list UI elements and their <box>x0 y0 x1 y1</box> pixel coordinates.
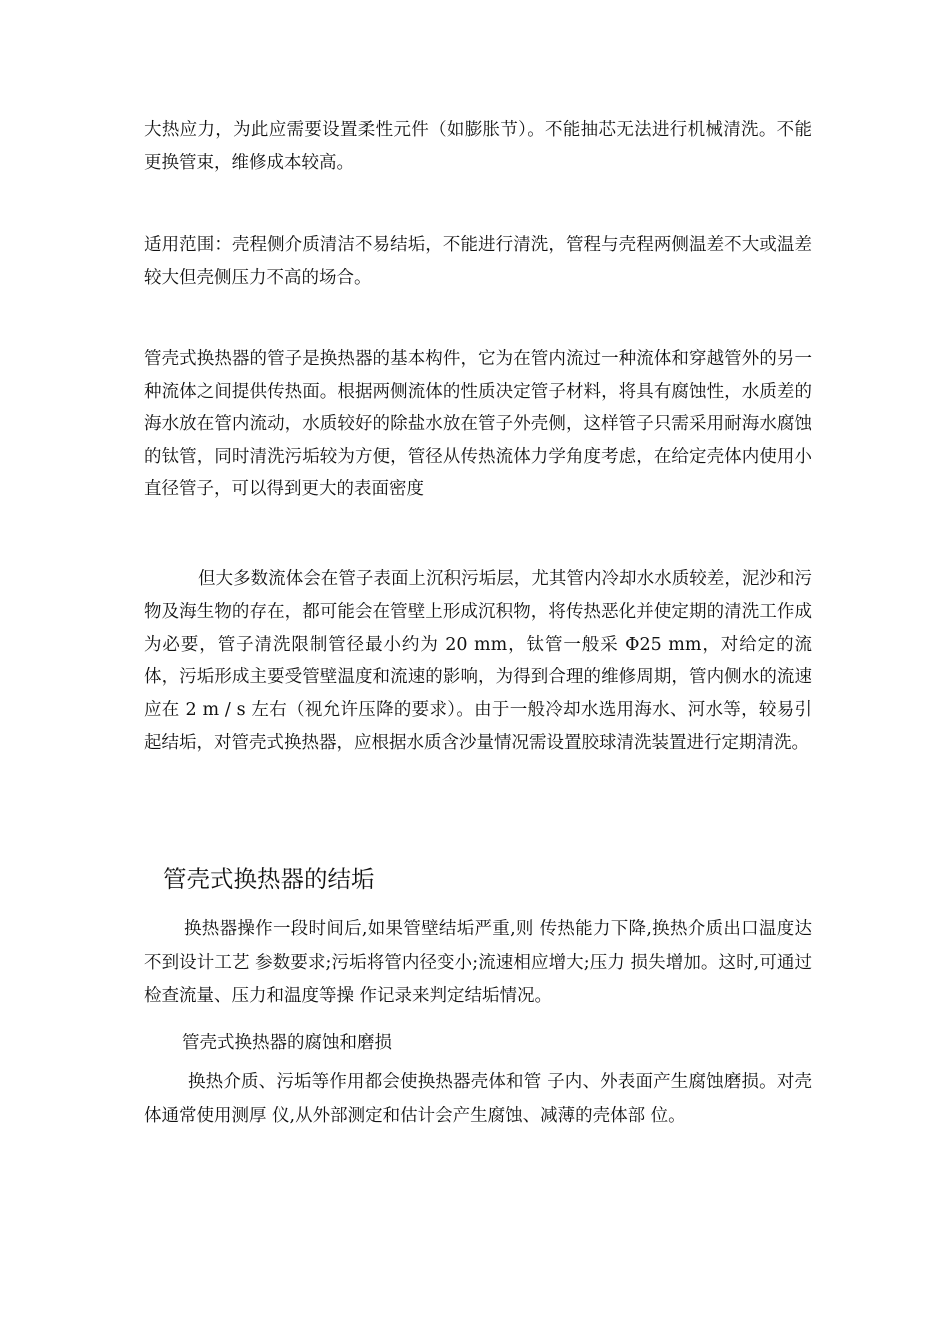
paragraph-corrosion: 换热介质、污垢等作用都会使换热器壳体和管 子内、外表面产生腐蚀磨损。对壳体通常使用测厚 仪,从外部测定和估计会产生腐蚀、减薄的壳体部 位。 <box>144 1072 812 1126</box>
subheading-corrosion: 管壳式换热器的腐蚀和磨损 <box>182 1033 392 1053</box>
paragraph-thermal-stress: 大热应力，为此应需要设置柔性元件（如膨胀节）。不能抽芯无法进行机械清洗。不能更换管束，维修成本较高。 <box>144 120 812 173</box>
paragraph-fouling-effects: 换热器操作一段时间后,如果管壁结垢严重,则 传热能力下降,换热介质出口温度达不到设计工艺 参数要求;污垢将管内径变小;流速相应增大;压力 损失增加。这时,可通过检查流量、压力和温度等操 作记录来判定结垢情况。 <box>144 919 812 1006</box>
section-heading-fouling: 管壳式换热器的结垢 <box>163 865 375 893</box>
paragraph-fouling-cleaning: 但大多数流体会在管子表面上沉积污垢层，尤其管内冷却水水质较差，泥沙和污物及海生物的存在，都可能会在管壁上形成沉积物，将传热恶化并使定期的清洗工作成为必要，管子清洗限制管径最小约为 20 mm，钛管一般采 Φ25 mm，对给定的流体，污垢形成主要受管壁温度和流速的影响，为得到合理的维修周期，管内侧水的流速应在 2 m / s 左右（视允许压降的要求）。由于一般冷却水选用海水、河水等，较易引起结垢，对管壳式换热器，应根据水质含沙量情况需设置胶球清洗装置进行定期清洗。 <box>144 569 812 753</box>
paragraph-tube-material: 管壳式换热器的管子是换热器的基本构件，它为在管内流过一种流体和穿越管外的另一种流体之间提供传热面。根据两侧流体的性质决定管子材料，将具有腐蚀性，水质差的海水放在管内流动，水质较好的除盐水放在管子外壳侧，这样管子只需采用耐海水腐蚀的钛管，同时清洗污垢较为方便，管径从传热流体力学角度考虑，在给定壳体内使用小直径管子，可以得到更大的表面密度 <box>144 349 812 499</box>
paragraph-scope: 适用范围：壳程侧介质清洁不易结垢，不能进行清洗，管程与壳程两侧温差不大或温差较大但壳侧压力不高的场合。 <box>144 235 812 288</box>
